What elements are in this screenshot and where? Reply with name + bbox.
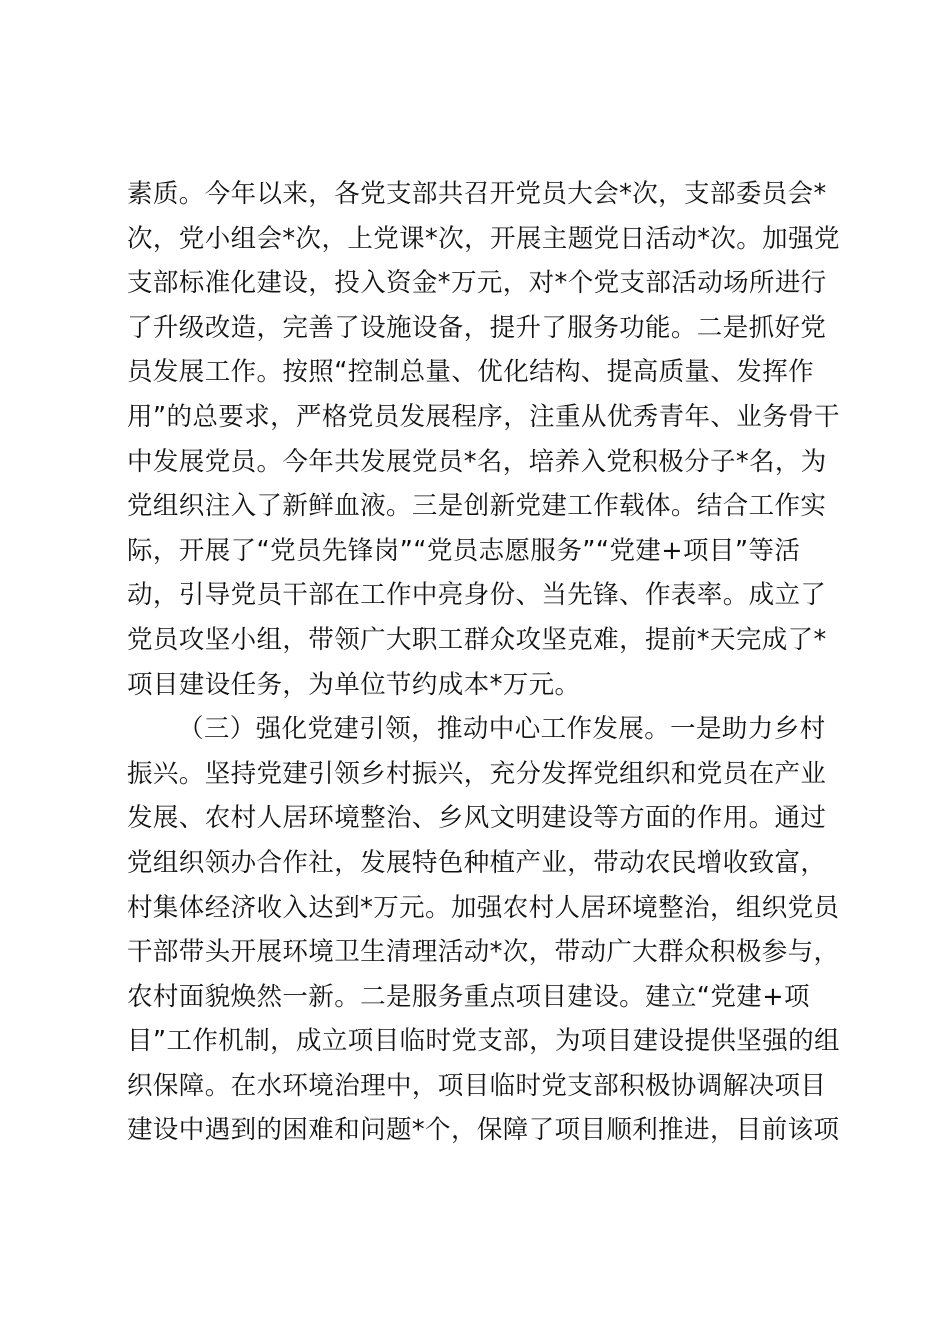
text-line: 了升级改造，完善了设施设备，提升了服务功能。二是抓好党 bbox=[127, 312, 827, 343]
text-line: 农村面貌焕然一新。二是服务重点项目建设。建立“党建+项 bbox=[127, 981, 810, 1012]
paragraph-1 bbox=[127, 172, 840, 707]
text-line: 目”工作机制，成立项目临时党支部，为项目建设提供坚强的组 bbox=[127, 1026, 840, 1057]
text-line: 项目建设任务，为单位节约成本*万元。 bbox=[127, 669, 581, 700]
text-line: 村集体经济收入达到*万元。加强农村人居环境整治，组织党员 bbox=[127, 892, 840, 923]
text-line: 干部带头开展环境卫生清理活动*次，带动广大群众积极参与， bbox=[127, 937, 840, 968]
text-line: （三）强化党建引领，推动中心工作发展。一是助力乡村 bbox=[178, 714, 826, 745]
text-line: 次，党小组会*次，上党课*次，开展主题党日活动*次。加强党 bbox=[127, 223, 840, 254]
text-line: 党组织领办合作社，发展特色种植产业，带动农民增收致富， bbox=[127, 847, 827, 878]
text-line: 织保障。在水环境治理中，项目临时党支部积极协调解决项目 bbox=[127, 1070, 827, 1101]
text-line: 支部标准化建设，投入资金*万元，对*个党支部活动场所进行 bbox=[127, 268, 827, 299]
text-line: 素质。今年以来，各党支部共召开党员大会*次，支部委员会* bbox=[127, 179, 827, 209]
text-line: 建设中遇到的困难和问题*个，保障了项目顺利推进，目前该项 bbox=[127, 1115, 840, 1146]
text-line: 振兴。坚持党建引领乡村振兴，充分发挥党组织和党员在产业 bbox=[127, 758, 827, 789]
document-body bbox=[127, 172, 840, 1153]
text-line: 用”的总要求，严格党员发展程序，注重从优秀青年、业务骨干 bbox=[127, 401, 840, 432]
paragraph-2 bbox=[127, 707, 840, 1153]
text-line: 中发展党员。今年共发展党员*名，培养入党积极分子*名，为 bbox=[127, 446, 827, 477]
text-line: 员发展工作。按照“控制总量、优化结构、提高质量、发挥作 bbox=[127, 357, 815, 388]
text-line: 际，开展了“党员先锋岗”“党员志愿服务”“党建+项目”等活 bbox=[127, 535, 801, 566]
text-line: 党组织注入了新鲜血液。三是创新党建工作载体。结合工作实 bbox=[127, 491, 827, 522]
text-line: 党员攻坚小组，带领广大职工群众攻坚克难，提前*天完成了* bbox=[127, 624, 827, 655]
text-line: 动，引导党员干部在工作中亮身份、当先锋、作表率。成立了 bbox=[127, 580, 827, 611]
text-line: 发展、农村人居环境整治、乡风文明建设等方面的作用。通过 bbox=[127, 803, 827, 834]
